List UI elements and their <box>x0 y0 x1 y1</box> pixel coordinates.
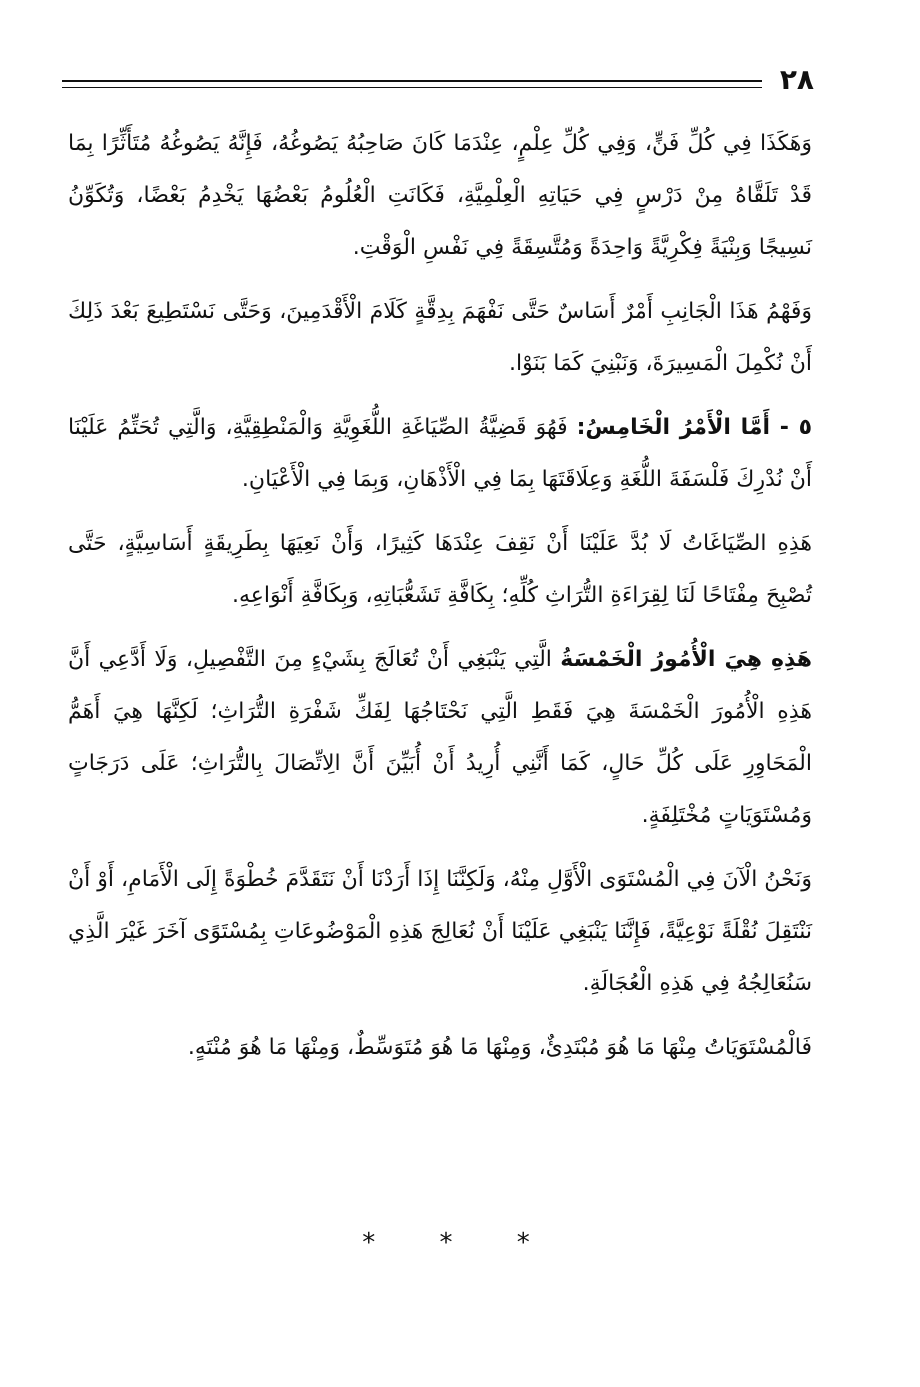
paragraph-7: فَالْمُسْتَوَيَاتُ مِنْهَا مَا هُوَ مُبْتَدِئٌ، وَمِنْهَا مَا هُوَ مُتَوَسِّطٌ، وَمِنْهَا مَا هُوَ مُنْتَهٍ. <box>187 1035 812 1060</box>
paragraph-3 <box>68 402 812 506</box>
paragraph-1: وَهَكَذَا فِي كُلِّ فَنٍّ، وَفِي كُلِّ عِلْمٍ، عِنْدَمَا كَانَ صَاحِبُهُ يَصُوغُهُ، فَإِنَّهُ يَصُوغُهُ مُتَأَثِّرًا بِمَا قَدْ تَلَقَّاهُ مِنْ دَرْسٍ فِي حَيَاتِهِ الْعِلْمِيَّةِ، فَكَانَتِ الْعُلُومُ بَعْضُهَا يَخْدِمُ بَعْضًا، وَتُكَوِّنُ نَسِيجًا وَبِنْيَةً فِكْرِيَّةً وَاحِدَةً وَمُتَّسِقَةً فِي نَفْسِ الْوَقْتِ. <box>68 131 812 260</box>
paragraph-6: وَنَحْنُ الْآنَ فِي الْمُسْتَوَى الْأَوَّلِ مِنْهُ، وَلَكِنَّنَا إِذَا أَرَدْنَا أَنْ نَتَقَدَّمَ خُطْوَةً إِلَى الْأَمَامِ، أَوْ أَنْ نَنْتَقِلَ نُقْلَةً نَوْعِيَّةً، فَإِنَّنَا يَنْبَغِي عَلَيْنَا أَنْ نُعَالِجَ هَذِهِ الْمَوْضُوعَاتِ بِمُسْتَوًى آخَرَ غَيْرَ الَّذِي سَنُعَالِجُهُ فِي هَذِهِ الْعُجَالَةِ. <box>68 867 812 996</box>
paragraph-3-text: فَهُوَ قَضِيَّةُ الصِّيَاغَةِ اللُّغَوِيَّةِ وَالْمَنْطِقِيَّةِ، وَالَّتِي تُحَتِّمُ عَلَيْنَا أَنْ نُدْرِكَ فَلْسَفَةَ اللُّغَةِ وَعِلَاقَتَهَا بِمَا فِي الْأَذْهَانِ، وَبِمَا فِي الْأَعْيَانِ. <box>68 415 812 492</box>
paragraph-3-heading: ٥ - أَمَّا الْأَمْرُ الْخَامِسُ: <box>576 415 813 440</box>
section-separator: * * * <box>362 1228 558 1258</box>
page-header <box>62 62 814 102</box>
paragraph-2: وَفَهْمُ هَذَا الْجَانِبِ أَمْرٌ أَسَاسٌ حَتَّى نَفْهَمَ بِدِقَّةٍ كَلَامَ الْأَقْدَمِينَ، وَحَتَّى نَسْتَطِيعَ بَعْدَ ذَلِكَ أَنْ نُكْمِلَ الْمَسِيرَةَ، وَنَبْنِيَ كَمَا بَنَوْا. <box>68 299 812 376</box>
paragraph-5-text: الَّتِي يَنْبَغِي أَنْ تُعَالَجَ بِشَيْءٍ مِنَ التَّفْصِيلِ، وَلَا أَدَّعِي أَنَّ هَذِهِ الْأُمُورَ الْخَمْسَةَ هِيَ فَقَطِ الَّتِي نَحْتَاجُهَا لِفَكِّ شَفْرَةِ التُّرَاثِ؛ لَكِنَّهَا هِيَ أَهَمُّ الْمَحَاوِرِ عَلَى كُلِّ حَالٍ، كَمَا أَنَّنِي أُرِيدُ أَنْ أُبَيِّنَ أَنَّ الِاتِّصَالَ بِالتُّرَاثِ؛ عَلَى دَرَجَاتٍ وَمُسْتَوَيَاتٍ مُخْتَلِفَةٍ. <box>68 647 812 828</box>
paragraph-5-heading: هَذِهِ هِيَ الْأُمُورُ الْخَمْسَةُ <box>560 647 813 672</box>
header-rule <box>62 80 762 88</box>
paragraph-4: هَذِهِ الصِّيَاغَاتُ لَا بُدَّ عَلَيْنَا أَنْ نَقِفَ عِنْدَهَا كَثِيرًا، وَأَنْ نَعِيَهَا بِطَرِيقَةٍ أَسَاسِيَّةٍ، حَتَّى تُصْبِحَ مِفْتَاحًا لَنَا لِقِرَاءَةِ التُّرَاثِ كُلِّهِ؛ بِكَافَّةِ تَشَعُّبَاتِهِ، وَبِكَافَّةِ أَنْوَاعِهِ. <box>68 531 812 608</box>
paragraph-5 <box>68 634 812 842</box>
page-number: ٢٨ <box>779 63 814 96</box>
body-text <box>68 118 812 1086</box>
